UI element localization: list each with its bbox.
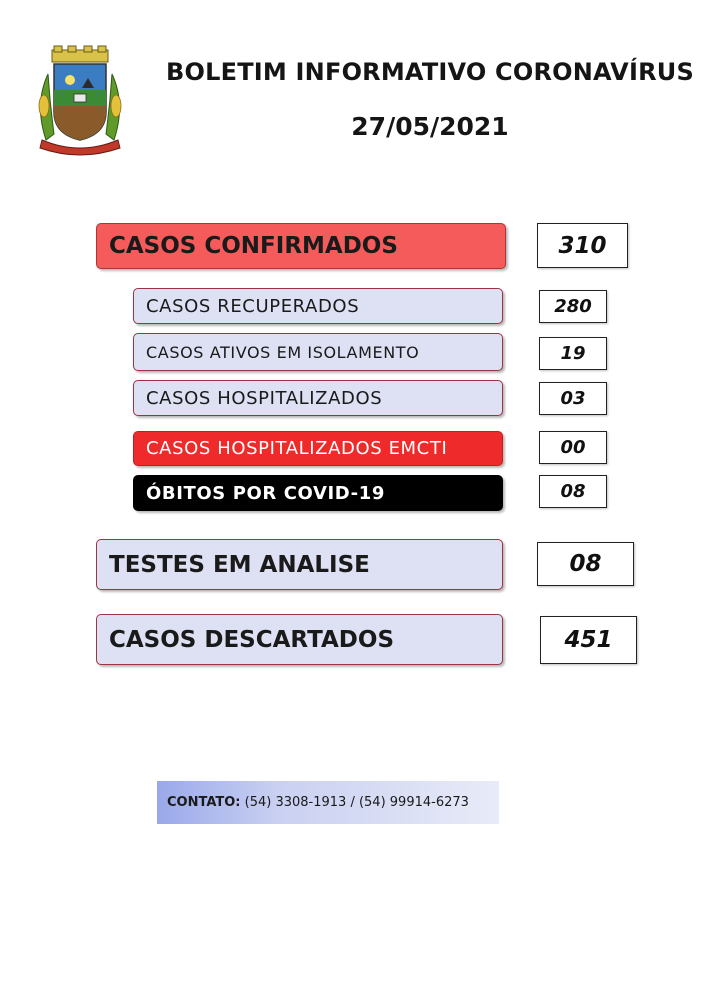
hospitalized-cases-label: CASOS HOSPITALIZADOS [133,380,503,416]
contact-bar [157,781,499,824]
discarded-cases-label: CASOS DESCARTADOS [96,614,503,665]
active-cases-label: CASOS ATIVOS EM ISOLAMENTO [133,333,503,371]
discarded-cases-value: 451 [540,616,637,664]
deaths-value: 08 [539,475,607,508]
contact-phones: (54) 3308-1913 / (54) 99914-6273 [244,795,469,810]
deaths-label: ÓBITOS POR COVID-19 [133,475,503,511]
confirmed-cases-value: 310 [537,223,628,268]
confirmed-cases-label: CASOS CONFIRMADOS [96,223,506,269]
recovered-cases-value: 280 [539,290,607,323]
icu-cases-label: CASOS HOSPITALIZADOS EMCTI [133,431,503,466]
tests-pending-label: TESTES EM ANALISE [96,539,503,590]
hospitalized-cases-value: 03 [539,382,607,415]
municipal-crest-icon [24,44,136,156]
active-cases-value: 19 [539,337,607,370]
bulletin-date: 27/05/2021 [351,112,509,141]
tests-pending-value: 08 [537,542,634,586]
icu-cases-value: 00 [539,431,607,464]
bulletin-title: BOLETIM INFORMATIVO CORONAVÍRUS [166,58,694,86]
contact-label: CONTATO: [167,795,241,810]
recovered-cases-label: CASOS RECUPERADOS [133,288,503,324]
